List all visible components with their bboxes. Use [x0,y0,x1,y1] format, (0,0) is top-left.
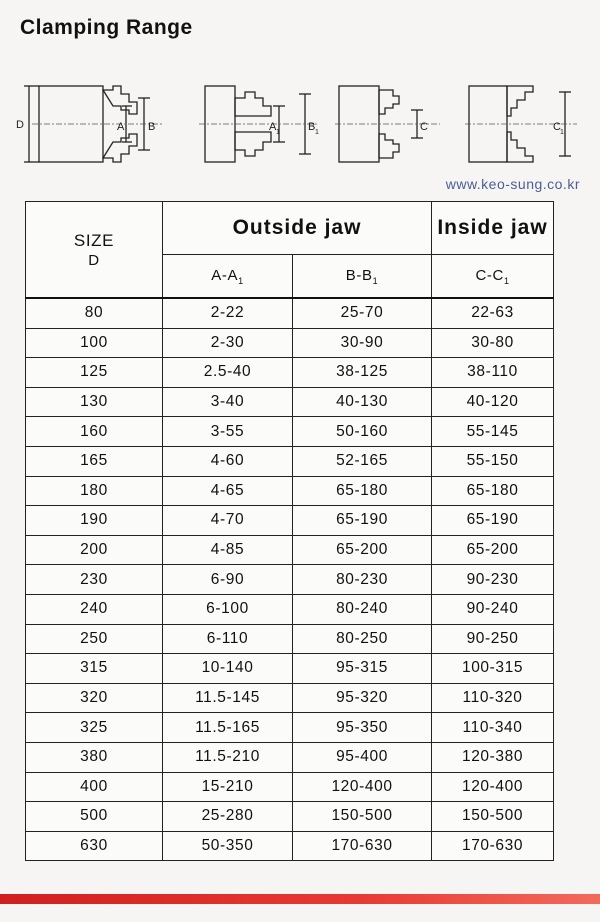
cell-c: 55-145 [432,417,554,447]
cell-c: 65-190 [432,506,554,536]
col-c-header: $C-C_1$ [432,255,554,299]
cell-b: 95-350 [293,713,432,743]
cell-b: 150-500 [293,802,432,832]
cell-a: 11.5-165 [163,713,293,743]
label-b1-sub: 1 [315,129,319,136]
cell-a: 2.5-40 [163,358,293,388]
cell-c: 90-250 [432,624,554,654]
cell-size: 325 [26,713,163,743]
cell-c: 30-80 [432,328,554,358]
cell-a: 4-70 [163,506,293,536]
cell-size: 80 [26,298,163,328]
cell-b: 80-230 [293,565,432,595]
table-row [26,683,554,713]
cell-size: 200 [26,535,163,565]
cell-b: 120-400 [293,772,432,802]
cell-b: 65-190 [293,506,432,536]
cell-a: 6-110 [163,624,293,654]
cell-b: 80-240 [293,594,432,624]
jaw-diagrams [0,76,600,176]
cell-a: 2-30 [163,328,293,358]
cell-size: 400 [26,772,163,802]
cell-size: 250 [26,624,163,654]
cell-size: 630 [26,831,163,861]
size-label: SIZE [73,231,115,250]
cell-a: 4-65 [163,476,293,506]
cell-a: 3-55 [163,417,293,447]
cell-b: 95-320 [293,683,432,713]
table-row [26,535,554,565]
table-row [26,476,554,506]
cell-size: 125 [26,358,163,388]
table-row [26,594,554,624]
cell-a: 11.5-145 [163,683,293,713]
cell-size: 240 [26,594,163,624]
table-row [26,742,554,772]
website-url: www.keo-sung.co.kr [445,176,580,192]
label-d: D [16,119,24,131]
size-sub-label: D [88,252,100,269]
table-row [26,387,554,417]
label-c: C [420,121,428,133]
cell-c: 170-630 [432,831,554,861]
cell-size: 230 [26,565,163,595]
page-title: Clamping Range [20,16,193,39]
cell-size: 380 [26,742,163,772]
cell-size: 320 [26,683,163,713]
table-row [26,802,554,832]
cell-a: 10-140 [163,654,293,684]
cell-a: 4-85 [163,535,293,565]
outside-jaw-diagram-ab [14,76,164,172]
cell-c: 90-240 [432,594,554,624]
table-row [26,417,554,447]
cell-c: 55-150 [432,446,554,476]
label-c1-sub: 1 [560,129,564,136]
col-a-header: $A-A_1$ [163,255,293,299]
cell-c: 120-380 [432,742,554,772]
cell-b: 40-130 [293,387,432,417]
cell-b: 95-315 [293,654,432,684]
cell-a: 15-210 [163,772,293,802]
clamping-range-table [25,201,554,861]
label-a: A [117,121,125,133]
cell-c: 120-400 [432,772,554,802]
cell-a: 2-22 [163,298,293,328]
cell-size: 500 [26,802,163,832]
cell-a: 6-90 [163,565,293,595]
cell-size: 190 [26,506,163,536]
inside-jaw-diagram-c1 [465,76,585,172]
cell-b: 170-630 [293,831,432,861]
cell-a: 11.5-210 [163,742,293,772]
cell-b: 50-160 [293,417,432,447]
table-row [26,446,554,476]
cell-b: 95-400 [293,742,432,772]
cell-size: 130 [26,387,163,417]
cell-c: 90-230 [432,565,554,595]
cell-c: 100-315 [432,654,554,684]
cell-b: 25-70 [293,298,432,328]
size-header [26,202,163,299]
inside-jaw-diagram-c [335,76,450,172]
cell-c: 65-200 [432,535,554,565]
cell-a: 50-350 [163,831,293,861]
cell-c: 65-180 [432,476,554,506]
inside-jaw-header: Inside jaw [432,202,554,255]
cell-size: 180 [26,476,163,506]
cell-b: 38-125 [293,358,432,388]
cell-c: 38-110 [432,358,554,388]
cell-a: 3-40 [163,387,293,417]
table-row [26,772,554,802]
table-row [26,358,554,388]
cell-b: 80-250 [293,624,432,654]
label-b1: B [308,121,316,133]
cell-c: 22-63 [432,298,554,328]
cell-size: 100 [26,328,163,358]
table-row [26,506,554,536]
cell-b: 52-165 [293,446,432,476]
cell-a: 4-60 [163,446,293,476]
label-a1-sub: 1 [276,129,280,136]
outside-jaw-header: Outside jaw [163,202,432,255]
cell-b: 65-180 [293,476,432,506]
cell-c: 40-120 [432,387,554,417]
table-row [26,624,554,654]
footer-red-bar [0,894,600,904]
outside-jaw-diagram-ab1 [195,76,325,172]
cell-b: 30-90 [293,328,432,358]
table-row [26,654,554,684]
cell-size: 165 [26,446,163,476]
cell-c: 110-320 [432,683,554,713]
label-c1: C [553,121,561,133]
table-row [26,831,554,861]
cell-size: 160 [26,417,163,447]
cell-b: 65-200 [293,535,432,565]
label-a1: A [269,121,277,133]
cell-a: 6-100 [163,594,293,624]
label-b: B [148,121,156,133]
cell-c: 150-500 [432,802,554,832]
table-row [26,298,554,328]
col-b-header: $B-B_1$ [293,255,432,299]
table-row [26,565,554,595]
table-row [26,713,554,743]
cell-a: 25-280 [163,802,293,832]
table-row [26,328,554,358]
cell-c: 110-340 [432,713,554,743]
cell-size: 315 [26,654,163,684]
